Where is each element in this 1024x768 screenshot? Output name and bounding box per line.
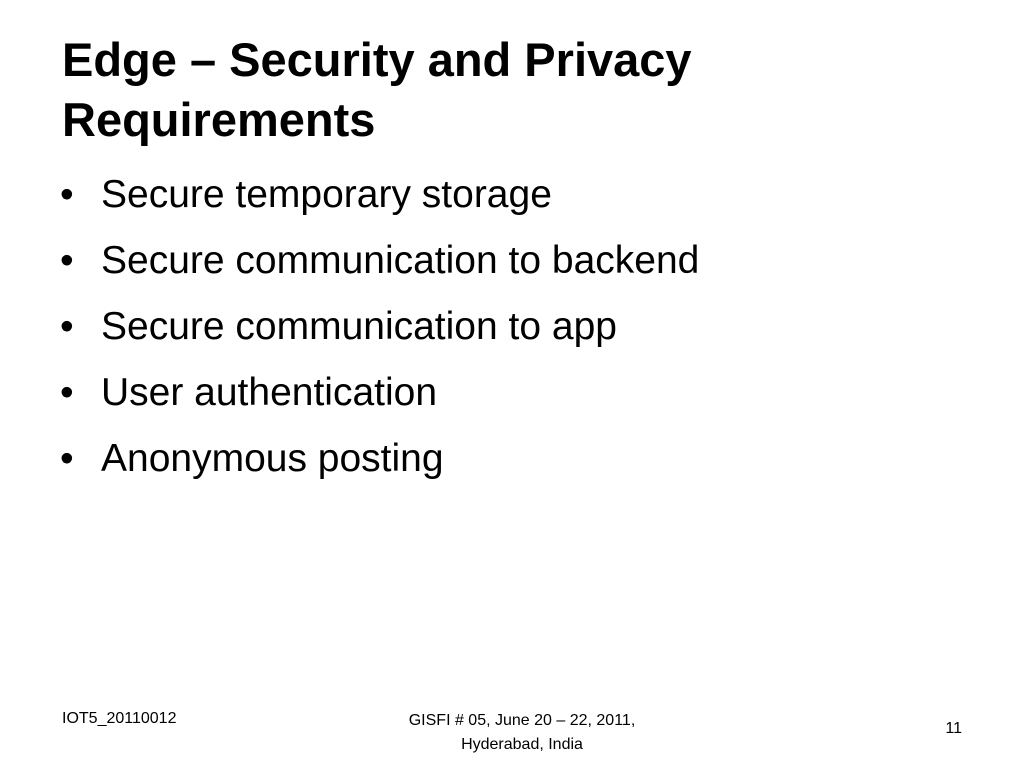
slide-title — [62, 30, 962, 150]
bullet-item — [60, 228, 960, 294]
slide-title-line-1: Edge – Security and Privacy — [62, 33, 692, 86]
footer-event-line-2: Hyderabad, India — [461, 736, 583, 753]
bullet-item — [60, 294, 960, 360]
bullet-icon: • — [60, 239, 74, 282]
bullet-icon: • — [60, 437, 74, 480]
bullet-text: Secure communication to backend — [101, 239, 700, 282]
bullet-icon: • — [60, 305, 74, 348]
bullet-text: Anonymous posting — [101, 437, 444, 480]
bullet-text: User authentication — [101, 371, 438, 414]
bullet-icon: • — [60, 371, 74, 414]
footer-event-info — [340, 709, 704, 757]
bullet-text: Secure temporary storage — [101, 173, 552, 216]
bullet-item — [60, 162, 960, 228]
footer-document-id: IOT5_20110012 — [62, 710, 177, 727]
bullet-icon: • — [60, 173, 74, 216]
page-number: 11 — [945, 720, 962, 737]
slide-title-line-2: Requirements — [62, 93, 376, 146]
footer-event-line-1: GISFI # 05, June 20 – 22, 2011, — [408, 712, 636, 729]
bullet-text: Secure communication to app — [101, 305, 617, 348]
bullet-list — [60, 162, 960, 492]
bullet-item — [60, 426, 960, 492]
bullet-item — [60, 360, 960, 426]
